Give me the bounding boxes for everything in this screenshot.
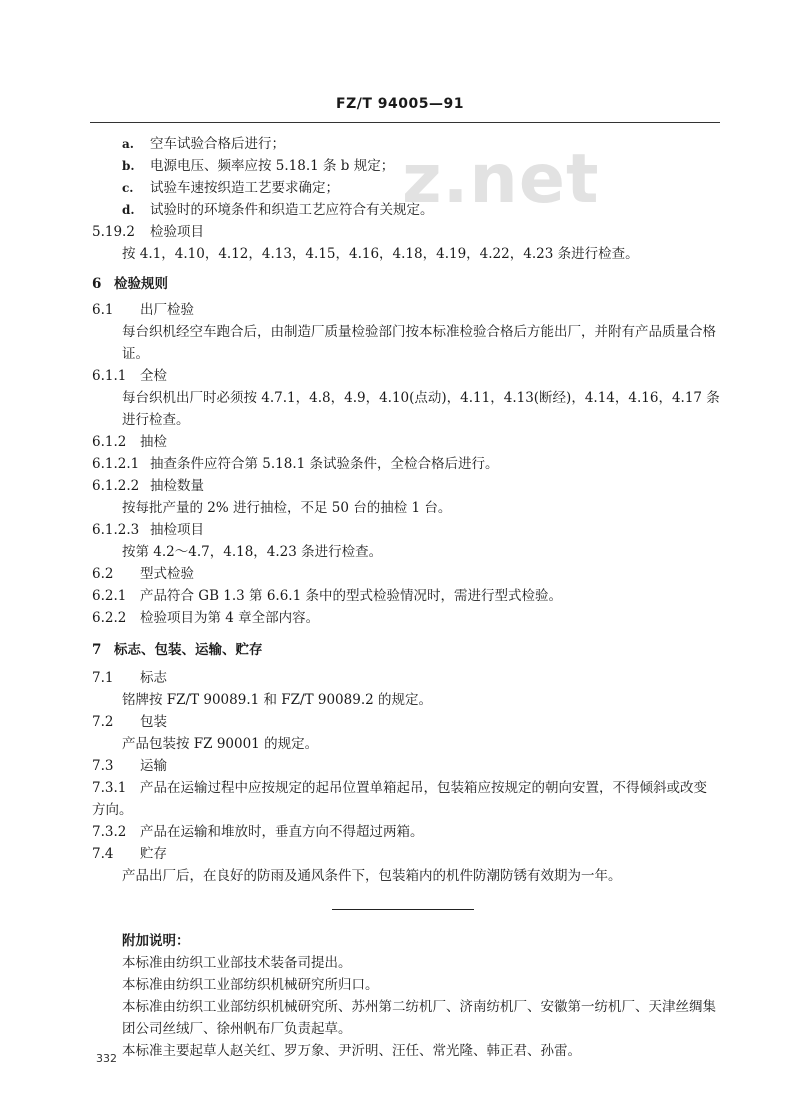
page-number: 332	[96, 1052, 117, 1065]
clause-heading: 7.4 贮存	[92, 846, 167, 862]
watermark: z.net	[402, 140, 600, 219]
list-item: d. 试验时的环境条件和织造工艺应符合有关规定。	[122, 202, 434, 218]
section-divider	[332, 909, 474, 910]
clause-body: 7.3.1 产品在运输过程中应按规定的起吊位置单箱起吊，包装箱应按规定的朝向安置，不得倾斜或改变方向。	[92, 780, 707, 818]
appendix-line: 本标准由纺织工业部纺织机械研究所、苏州第二纺机厂、济南纺机厂、安徽第一纺机厂、天津丝绸集团公司丝绒厂、徐州帆布厂负责起草。	[122, 999, 716, 1037]
document-code-header: FZ/T 94005—91	[336, 96, 464, 112]
list-item: c. 试验车速按织造工艺要求确定；	[122, 180, 339, 196]
page-content	[92, 133, 720, 1062]
clause-heading: 7.3 运输	[92, 758, 167, 774]
clause-body: 产品包装按 FZ 90001 的规定。	[122, 736, 319, 752]
clause-heading: 6.1.1 全检	[92, 368, 167, 384]
clause-body: 按每批产量的 2% 进行抽检，不足 50 台的抽检 1 台。	[122, 500, 452, 516]
clause-heading: 6.2.1 产品符合 GB 1.3 第 6.6.1 条中的型式检验情况时，需进行型式检验。	[92, 588, 562, 604]
appendix-line: 本标准由纺织工业部纺织机械研究所归口。	[122, 977, 379, 993]
list-item: b. 电源电压、频率应按 5.18.1 条 b 规定；	[122, 158, 395, 174]
clause-heading: 7.3.2 产品在运输和堆放时，垂直方向不得超过两箱。	[92, 824, 424, 840]
clause-body: 产品出厂后，在良好的防雨及通风条件下，包装箱内的机件防潮防锈有效期为一年。	[122, 868, 622, 884]
clause-heading: 6.2 型式检验	[92, 566, 194, 582]
chapter-heading: 7 标志、包装、运输、贮存	[92, 642, 263, 658]
clause-heading: 6.1.2.2 抽检数量	[92, 478, 204, 494]
clause-heading: 6.1.2.1 抽查条件应符合第 5.18.1 条试验条件，全检合格后进行。	[92, 456, 499, 472]
chapter-heading: 6 检验规则	[92, 276, 168, 292]
clause-body: 每台织机出厂时必须按 4.7.1，4.8，4.9，4.10(点动)，4.11，4.13(断经)，4.14，4.16，4.17 条进行检查。	[122, 390, 720, 428]
clause-heading: 6.1 出厂检验	[92, 302, 194, 318]
clause-heading: 7.2 包装	[92, 714, 167, 730]
clause-heading: 6.2.2 检验项目为第 4 章全部内容。	[92, 610, 320, 626]
header-rule	[90, 122, 720, 123]
clause-heading: 5.19.2 检验项目	[92, 224, 204, 240]
list-item: a. 空车试验合格后进行；	[122, 136, 285, 152]
clause-heading: 6.1.2.3 抽检项目	[92, 522, 204, 538]
clause-body: 按 4.1，4.10，4.12，4.13，4.15，4.16，4.18，4.19，4.22，4.23 条进行检查。	[122, 246, 639, 262]
clause-heading: 6.1.2 抽检	[92, 434, 167, 450]
appendix-title: 附加说明：	[122, 933, 190, 949]
clause-body: 每台织机经空车跑合后，由制造厂质量检验部门按本标准检验合格后方能出厂，并附有产品质量合格证。	[122, 324, 716, 362]
appendix-line: 本标准主要起草人赵关红、罗万象、尹沂明、汪任、常光隆、韩正君、孙雷。	[122, 1043, 581, 1059]
clause-body: 铭牌按 FZ/T 90089.1 和 FZ/T 90089.2 的规定。	[122, 692, 432, 708]
clause-heading: 7.1 标志	[92, 670, 167, 686]
appendix-line: 本标准由纺织工业部技术装备司提出。	[122, 955, 352, 971]
clause-body: 按第 4.2～4.7，4.18，4.23 条进行检查。	[122, 544, 383, 560]
